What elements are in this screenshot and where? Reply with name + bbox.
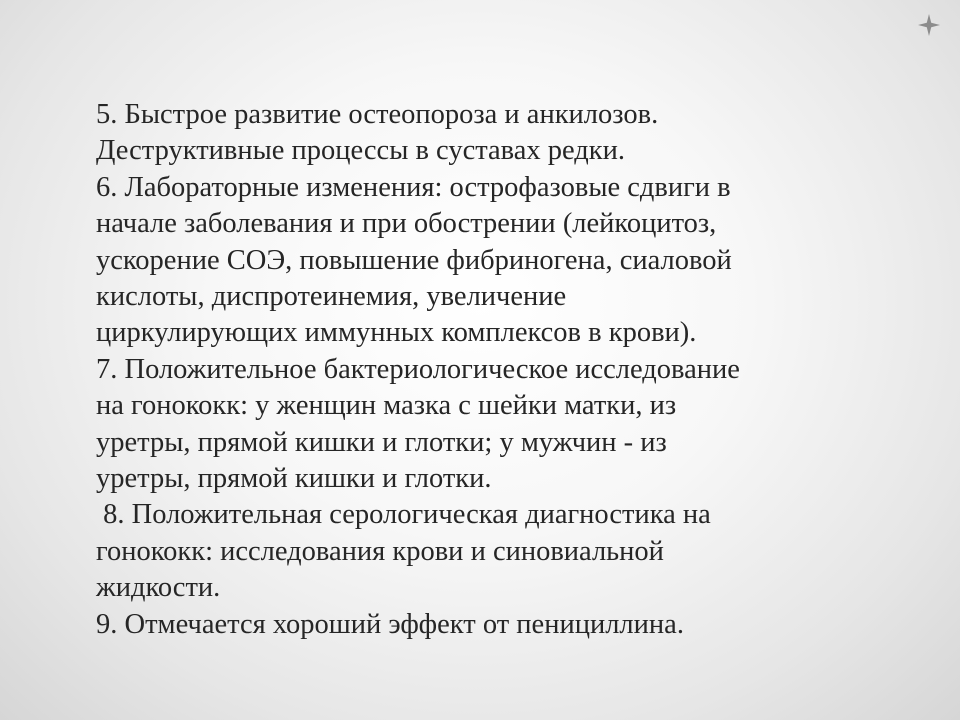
text-line: 6. Лабораторные изменения: острофазовые сдвиги в (96, 171, 731, 203)
text-line: уретры, прямой кишки и глотки. (96, 463, 492, 495)
text-line: начале заболевания и при обострении (лейкоцитоз, (96, 208, 717, 240)
text-line: 8. Положительная серологическая диагностика на (96, 499, 711, 531)
text-line: на гонококк: у женщин мазка с шейки матки, из (96, 390, 677, 422)
text-line: 5. Быстрое развитие остеопороза и анкилозов. (96, 99, 659, 130)
text-line: ускорение СОЭ, повышение фибриногена, сиаловой (96, 244, 732, 276)
four-point-star-icon (918, 14, 940, 36)
text-line: гонококк: исследования крови и синовиальной (96, 535, 664, 567)
text-line: 7. Положительное бактериологическое исследование (96, 353, 740, 385)
text-line: уретры, прямой кишки и глотки; у мужчин - из (96, 426, 667, 458)
text-line: кислоты, диспротеинемия, увеличение (96, 281, 567, 313)
text-line: 9. Отмечается хороший эффект от пенициллина. (96, 608, 684, 640)
text-line: циркулирующих иммунных комплексов в крови). (96, 317, 697, 349)
slide-text-body (96, 97, 916, 643)
text-line: Деструктивные процессы в суставах редки. (96, 135, 626, 167)
text-line: жидкости. (96, 572, 221, 604)
